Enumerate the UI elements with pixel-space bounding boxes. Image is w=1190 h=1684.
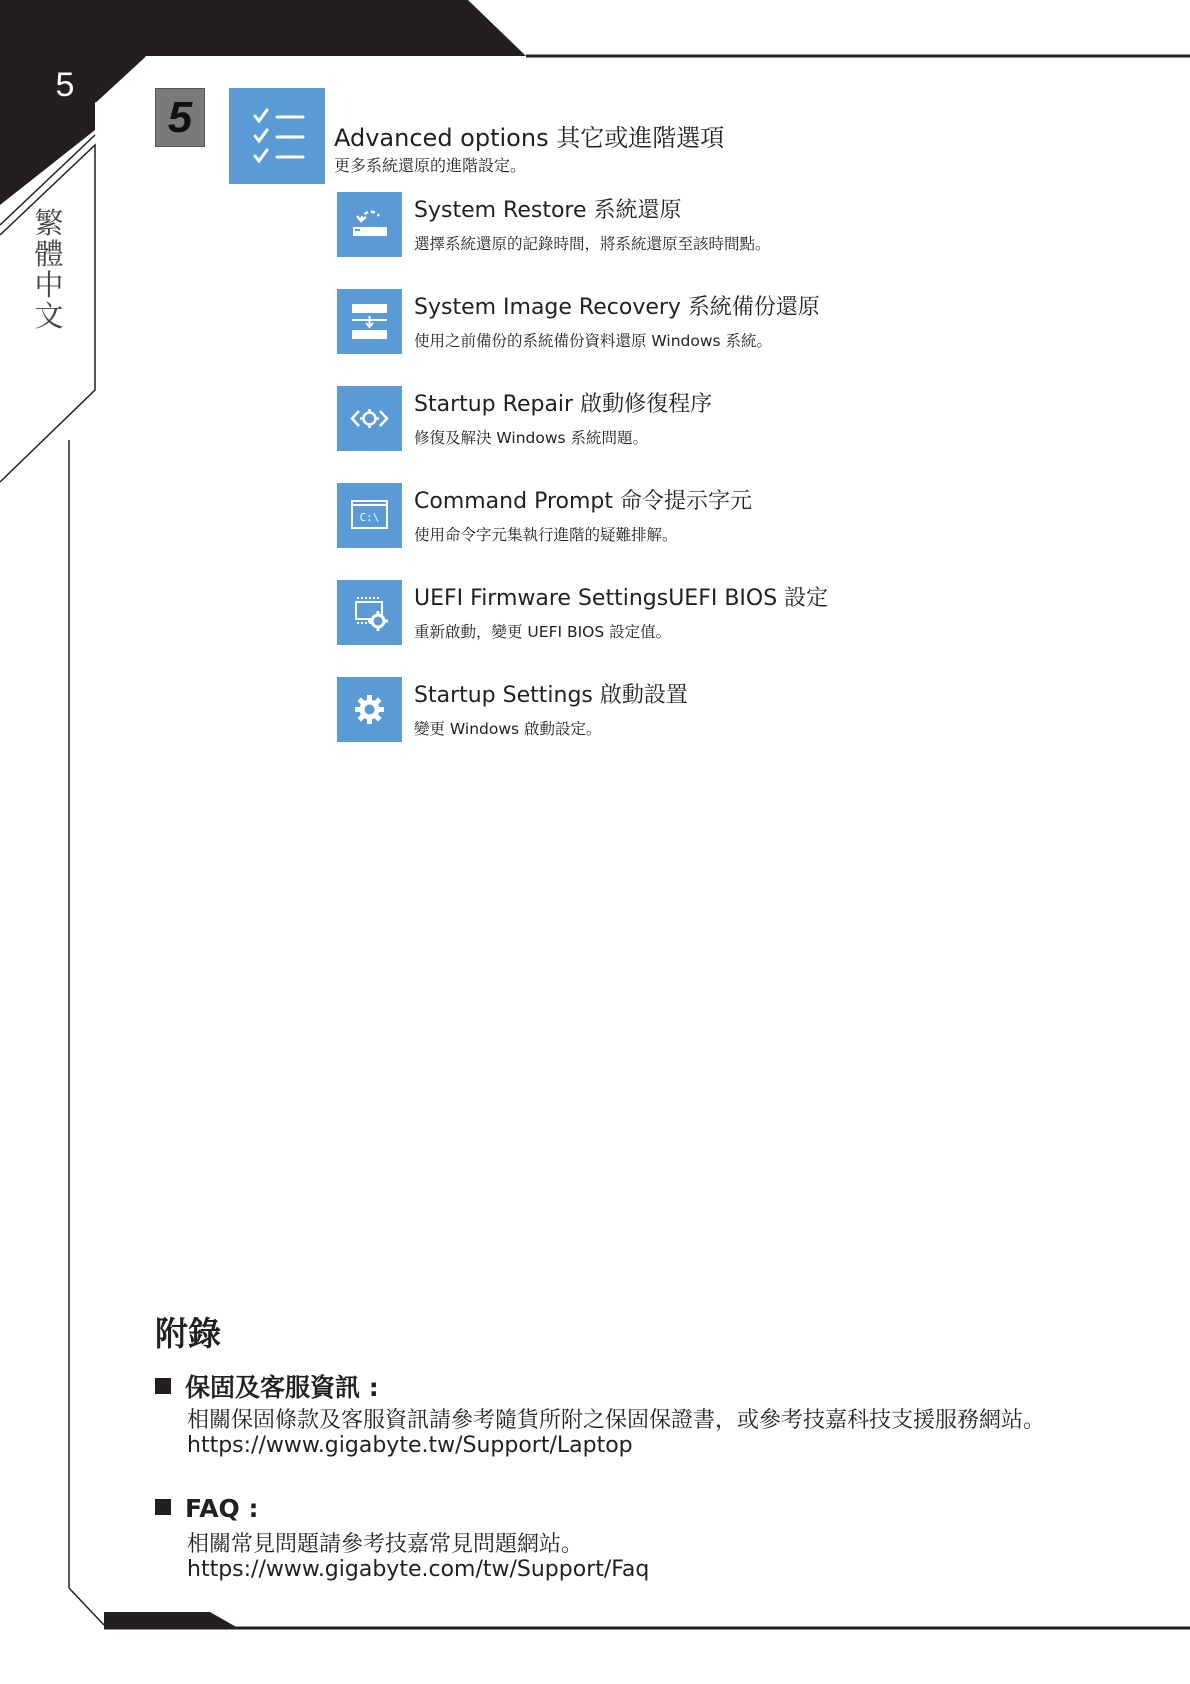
option-title: Command Prompt 命令提示字元 <box>414 489 752 514</box>
option-description: 使用命令字元集執行進階的疑難排解。 <box>414 526 678 544</box>
advanced-options-description: 更多系統還原的進階設定。 <box>334 156 527 175</box>
language-tab-label <box>30 208 68 332</box>
faq-heading <box>155 1494 259 1523</box>
language-char: 繁 <box>34 206 64 240</box>
option-startup-settings[interactable] <box>337 677 1117 743</box>
faq-heading-text: FAQ : <box>185 1494 259 1523</box>
option-system-image-recovery[interactable] <box>337 289 1117 355</box>
warranty-heading <box>155 1368 379 1404</box>
option-description: 選擇系統還原的記錄時間，將系統還原至該時間點。 <box>414 235 771 253</box>
uefi-firmware-icon <box>337 580 402 645</box>
checklist-icon <box>229 88 325 184</box>
option-title: System Restore 系統還原 <box>414 198 682 223</box>
faq-link[interactable]: https://www.gigabyte.com/tw/Support/Faq <box>187 1557 650 1582</box>
option-description: 使用之前備份的系統備份資料還原 Windows 系統。 <box>414 332 773 350</box>
option-command-prompt[interactable] <box>337 483 1117 549</box>
page-number: 5 <box>55 66 75 104</box>
option-description: 變更 Windows 啟動設定。 <box>414 720 602 738</box>
option-description: 重新啟動，變更 UEFI BIOS 設定值。 <box>414 623 672 641</box>
faq-text: 相關常見問題請參考技嘉常見問題網站。 <box>187 1532 584 1557</box>
bullet-square-icon <box>155 1378 171 1394</box>
language-char: 中 <box>34 268 64 302</box>
option-startup-repair[interactable] <box>337 386 1117 452</box>
startup-repair-icon <box>337 386 402 451</box>
appendix-title: 附錄 <box>155 1314 221 1353</box>
option-system-restore[interactable] <box>337 192 1117 258</box>
option-title: System Image Recovery 系統備份還原 <box>414 295 820 320</box>
option-title: Startup Settings 啟動設置 <box>414 683 688 708</box>
option-uefi-firmware-settings[interactable] <box>337 580 1117 646</box>
startup-settings-gear-icon <box>337 677 402 742</box>
language-char: 文 <box>34 299 64 333</box>
step-number-badge: 5 <box>155 88 205 147</box>
warranty-link[interactable]: https://www.gigabyte.tw/Support/Laptop <box>187 1433 633 1458</box>
warranty-text: 相關保固條款及客服資訊請參考隨貨所附之保固保證書，或參考技嘉科技支援服務網站。 <box>187 1408 1046 1433</box>
advanced-options-title: Advanced options 其它或進階選項 <box>334 124 725 152</box>
option-title: Startup Repair 啟動修復程序 <box>414 392 713 417</box>
system-image-recovery-icon <box>337 289 402 354</box>
bullet-square-icon <box>155 1499 171 1515</box>
command-prompt-icon <box>337 483 402 548</box>
warranty-heading-text: 保固及客服資訊 : <box>185 1373 379 1402</box>
option-description: 修復及解決 Windows 系統問題。 <box>414 429 649 447</box>
system-restore-icon <box>337 192 402 257</box>
language-char: 體 <box>34 237 64 271</box>
command-prompt-icon-text: C:\ <box>359 511 380 524</box>
option-title: UEFI Firmware SettingsUEFI BIOS 設定 <box>414 586 829 611</box>
